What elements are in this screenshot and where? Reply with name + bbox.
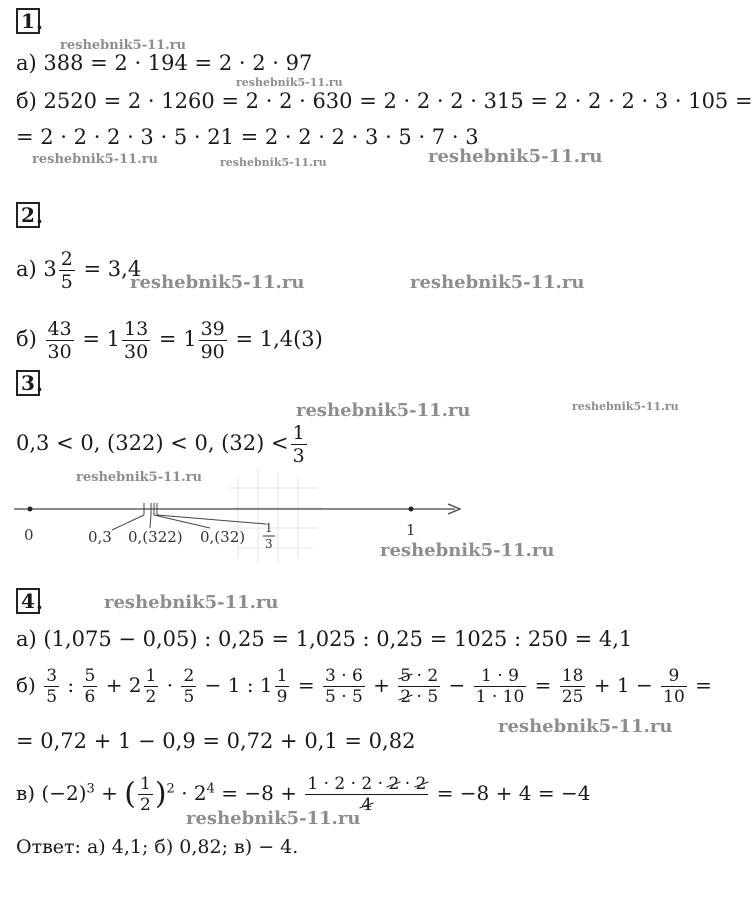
watermark: reshebnik5-11.ru: [572, 400, 679, 413]
task4-line-a: а) (1,075 − 0,05) : 0,25 = 1,025 : 0,25 = 1025 : 250 = 4,1: [16, 627, 633, 651]
watermark: reshebnik5-11.ru: [104, 592, 279, 613]
label-1-3-num: 1: [265, 521, 273, 535]
watermark: reshebnik5-11.ru: [380, 540, 555, 561]
task4-line-b2: = 0,72 + 1 − 0,9 = 0,72 + 0,1 = 0,82: [16, 729, 416, 753]
task-number-dot: .: [36, 372, 43, 396]
fraction: $\frac{5}{6}$: [84, 666, 96, 707]
fraction: $\frac{3 \cdot 6}{5 \cdot 5}$: [324, 666, 363, 707]
task1-line-a: а) 388 = 2 · 194 = 2 · 2 · 97: [16, 51, 313, 75]
label-one: 1: [406, 521, 416, 539]
watermark: reshebnik5-11.ru: [130, 272, 305, 293]
task-number-dot: .: [36, 10, 43, 34]
fraction: $\frac{2}{5}$: [60, 248, 73, 293]
task1-line-b1: б) 2520 = 2 · 1260 = 2 · 2 · 630 = 2 · 2 · 2 · 315 = 2 · 2 · 2 · 3 · 105 =: [16, 89, 753, 113]
watermark: reshebnik5-11.ru: [296, 400, 471, 421]
label-0-3: 0,3: [88, 528, 112, 546]
fraction: $\frac{1}{2}$: [145, 666, 157, 707]
fraction: $\frac{1}{3}$: [292, 422, 305, 467]
watermark: reshebnik5-11.ru: [76, 470, 203, 485]
task4-line-b: б) $\frac{3}{5}$ : $\frac{5}{6}$ + 2 $\frac{1}{2}$ · $\frac{2}{5}$ − 1 : 1 $\frac{1}{9}$ = $\frac{3 \cdot 6}{5 \cdot 5}$ + $\frac{5 \cdot 2}{2 \cdot 5}$ − $\frac{1 \cdot 9}{1 \cdot 10}$ = $\frac{18}{25}$ + 1 − $\frac{9}{10}$ =: [16, 666, 712, 707]
watermark: reshebnik5-11.ru: [498, 716, 673, 737]
label-1-3-den: 3: [265, 537, 273, 551]
label-0-32: 0,(32): [200, 528, 246, 546]
fraction-crossed: $\frac{5 \cdot 2}{2 \cdot 5}$: [400, 666, 439, 707]
watermark: reshebnik5-11.ru: [410, 272, 585, 293]
fraction: $\frac{1 \cdot 9}{1 \cdot 10}$: [475, 666, 525, 707]
fraction: $\frac{39}{90}$: [200, 318, 225, 363]
fraction: $\frac{1}{2}$: [140, 774, 151, 815]
leader-0-322: [150, 515, 151, 528]
fraction-crossed: $\frac{1 \cdot 2 \cdot 2 \cdot 2 \cdot 2}{4}$: [307, 774, 427, 815]
fraction: $\frac{18}{25}$: [561, 666, 584, 707]
watermark: reshebnik5-11.ru: [60, 38, 187, 53]
label-0-322: 0,(322): [128, 528, 183, 546]
watermark: reshebnik5-11.ru: [428, 146, 603, 167]
task-number-3: 3: [16, 370, 40, 396]
fraction: $\frac{13}{30}$: [124, 318, 149, 363]
point-zero: [28, 507, 33, 512]
fraction: $\frac{43}{30}$: [47, 318, 72, 363]
task-number-dot: .: [36, 590, 43, 614]
point-one: [409, 507, 414, 512]
task-number-1: 1: [16, 8, 40, 34]
number-line: [0, 490, 706, 560]
task4-line-c: в) $(-2)^3$ + ( $\frac{1}{2}$ )$^2 \cdot 2^4 = -8$ + $\frac{1 \cdot 2 \cdot 2 \cdot 2 \cdot 2}{4}$ = −8 + 4 = −4: [16, 774, 591, 815]
watermark: reshebnik5-11.ru: [236, 76, 343, 89]
fraction: $\frac{1}{9}$: [276, 666, 288, 707]
watermark: reshebnik5-11.ru: [220, 156, 327, 169]
watermark: reshebnik5-11.ru: [186, 808, 361, 829]
fraction: $\frac{2}{5}$: [183, 666, 195, 707]
fraction: $\frac{9}{10}$: [663, 666, 685, 707]
task2-line-b: б) $\frac{43}{30}$ = 1 $\frac{13}{30}$ = 1 $\frac{39}{90}$ = 1,4(3): [16, 318, 323, 363]
watermark: reshebnik5-11.ru: [32, 152, 159, 167]
task-number-2: 2: [16, 202, 40, 228]
fraction: $\frac{3}{5}$: [46, 666, 58, 707]
task-number-dot: .: [36, 204, 43, 228]
task1-line-b2: = 2 · 2 · 2 · 3 · 5 · 21 = 2 · 2 · 2 · 3 · 5 · 7 · 3: [16, 125, 479, 149]
label-zero: 0: [24, 526, 34, 544]
task2-line-a: а) 3 $\frac{2}{5}$ = 3,4: [16, 248, 142, 293]
task-number-4: 4: [16, 588, 40, 614]
task3-inequality: 0,3 < 0, (322) < 0, (32) < $\frac{1}{3}$: [16, 422, 305, 467]
task4-answer: Ответ: а) 4,1; б) 0,82; в) − 4.: [16, 836, 299, 858]
